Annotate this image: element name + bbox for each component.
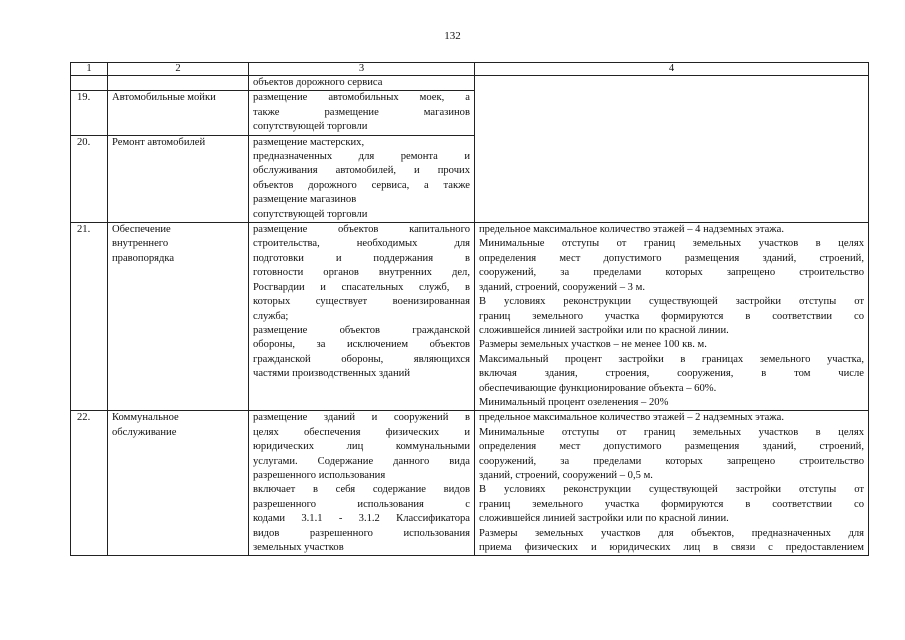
text-line: определения мест допустимого размещения зданий, строений, [479, 252, 864, 264]
zoning-table [70, 62, 869, 556]
text-line: Обеспечение [112, 224, 171, 236]
text-line: сложившейся линией застройки или по красной линии. [479, 513, 729, 525]
text-line: включает в себя содержание видов [253, 484, 470, 496]
text-line: видов разрешенного использования [253, 527, 470, 539]
use-description-cell [249, 91, 475, 135]
table-row [71, 76, 869, 91]
column-number-row [71, 63, 869, 76]
table-row [71, 91, 869, 135]
text-line: разрешенного использования с [253, 498, 470, 510]
text-line: кодами 3.1.1 - 3.1.2 Классификатора [253, 513, 470, 525]
text-line: Минимальные отступы от границ земельных участков в целях [479, 238, 864, 250]
column-number: 3 [249, 63, 475, 76]
text-line: юридических лиц коммунальными [253, 441, 470, 453]
text-line: размещение автомобильных моек, а [253, 92, 470, 104]
text-line: определения мест допустимого размещения зданий, строений, [479, 441, 864, 453]
use-type-name-cell [108, 135, 249, 222]
use-description-cell [249, 135, 475, 222]
text-line: объектов дорожного сервиса, а также [253, 179, 470, 191]
use-description-cell [249, 411, 475, 556]
text-line: служба; [253, 310, 289, 322]
parameters-cell [475, 135, 869, 222]
text-line: Максимальный процент застройки в границах земельного участка, [479, 353, 864, 365]
text-line: Минимальный процент озеленения – 20% [479, 396, 669, 408]
use-description-cell [249, 223, 475, 411]
text-line: границ земельного участка формируются в соответствии со [479, 498, 864, 510]
use-type-name-cell [108, 76, 249, 91]
text-line: предельное максимальное количество этажей – 4 надземных этажа. [479, 224, 784, 236]
text-line: предназначенных для ремонта и [253, 151, 470, 163]
text-line: зданий, строений, сооружений – 3 м. [479, 281, 645, 293]
text-line: В условиях реконструкции существующей застройки отступы от [479, 296, 864, 308]
row-number-cell [71, 76, 108, 91]
text-line: сложившейся линией застройки или по красной линии. [479, 324, 729, 336]
text-line: размещение магазинов [253, 194, 357, 206]
text-line: обеспечивающие функционирование объекта – 60%. [479, 382, 717, 394]
text-line: гражданской обороны, являющихся [253, 353, 470, 365]
text-line: также размещение магазинов [253, 106, 470, 118]
row-number-cell: 20. [71, 135, 108, 222]
parameters-cell [475, 223, 869, 411]
text-line: строительства, необходимых для [253, 238, 470, 250]
text-line: готовности органов внутренних дел, [253, 267, 470, 279]
text-line: Росгвардии и спасательных служб, в [253, 281, 470, 293]
text-line: подготовки и поддержания в [253, 252, 470, 264]
text-line: размещение объектов капитального [253, 224, 470, 236]
text-line: Размеры земельных участков – не менее 100 кв. м. [479, 339, 707, 351]
text-line: границ земельного участка формируются в соответствии со [479, 310, 864, 322]
text-line: сооружений, за пределами которых запрещено строительство [479, 455, 864, 467]
text-line: зданий, строений, сооружений – 0,5 м. [479, 469, 653, 481]
text-line: обслуживания автомобилей, и прочих [253, 165, 470, 177]
text-line: которых существует военизированная [253, 296, 470, 308]
text-line: услугами. Содержание данного вида [253, 455, 470, 467]
parameters-cell [475, 91, 869, 135]
text-line: сопутствующей торговли [253, 121, 368, 133]
text-line: обороны, за исключением объектов [253, 339, 470, 351]
row-number-cell: 19. [71, 91, 108, 135]
text-line: целях обеспечения физических и [253, 426, 470, 438]
text-line: размещение зданий и сооружений в [253, 412, 470, 424]
page-number: 132 [444, 30, 461, 42]
text-line: сопутствующей торговли [253, 208, 368, 220]
use-type-name-cell [108, 223, 249, 411]
text-line: предельное максимальное количество этажей – 2 надземных этажа. [479, 412, 784, 424]
text-line: правопорядка [112, 252, 175, 264]
table-row [71, 223, 869, 411]
text-line: сооружений, за пределами которых запрещено строительство [479, 267, 864, 279]
text-line: Коммунальное [112, 412, 179, 424]
text-line: частями производственных зданий [253, 368, 411, 380]
row-number-cell: 21. [71, 223, 108, 411]
text-line: Ремонт автомобилей [112, 136, 206, 148]
text-line: обслуживание [112, 426, 177, 438]
parameters-cell [475, 411, 869, 556]
text-line: включая здания, строения, сооружения, в том числе [479, 368, 864, 380]
text-line: Минимальные отступы от границ земельных участков в целях [479, 426, 864, 438]
column-number: 1 [71, 63, 108, 76]
text-line: В условиях реконструкции существующей застройки отступы от [479, 484, 864, 496]
column-number: 4 [475, 63, 869, 76]
use-description-cell [249, 76, 475, 91]
text-line: внутреннего [112, 238, 169, 250]
table-row [71, 411, 869, 556]
use-type-name-cell [108, 411, 249, 556]
text-line: Автомобильные мойки [112, 92, 216, 104]
text-line: земельных участков [253, 542, 344, 553]
text-line: размещение мастерских, [253, 136, 365, 148]
text-line: приема физических и юридических лиц в связи с предоставлением [479, 542, 864, 553]
column-number: 2 [108, 63, 249, 76]
table-row [71, 135, 869, 222]
text-line: Размеры земельных участков для объектов, предназначенных для [479, 527, 864, 539]
row-number-cell: 22. [71, 411, 108, 556]
text-line: размещение объектов гражданской [253, 324, 470, 336]
use-type-name-cell [108, 91, 249, 135]
parameters-cell [475, 76, 869, 91]
text-line: объектов дорожного сервиса [253, 77, 383, 88]
text-line: разрешенного использования [253, 469, 386, 481]
